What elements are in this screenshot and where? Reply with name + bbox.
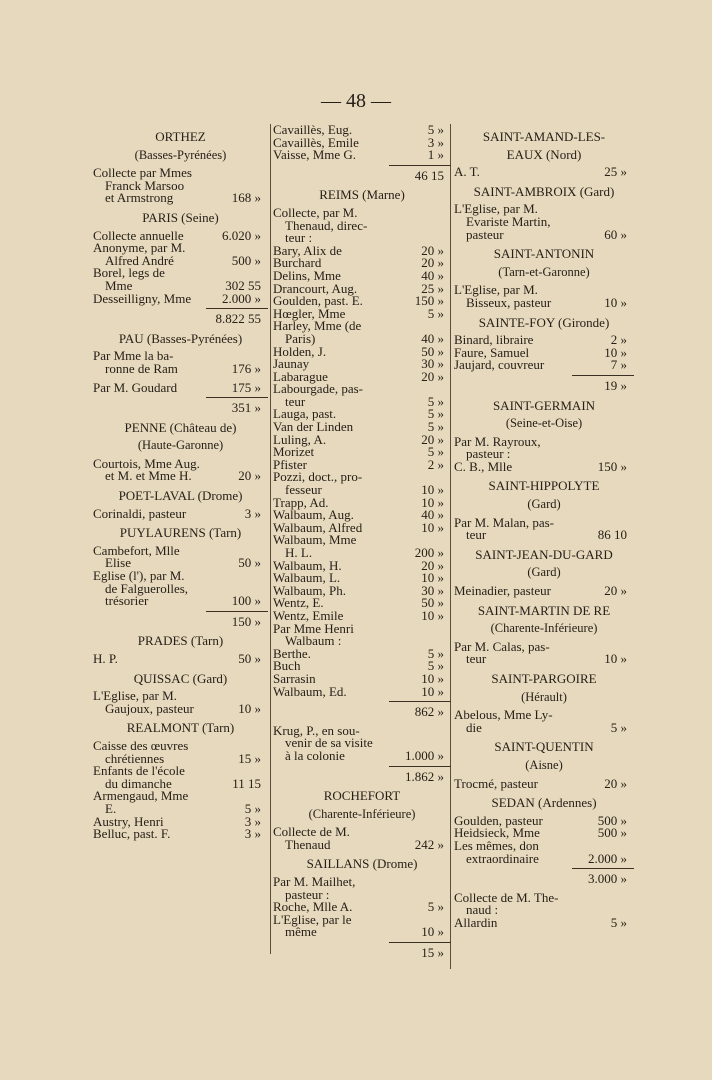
entry-amount: 5 » [610,719,627,735]
entry-label: et Armstrong [105,190,174,206]
subtotal-row [454,873,634,886]
entry-label: Holden, J. [273,343,327,359]
entry-label: Pfister [273,456,307,472]
section-heading: PAU (Basses-Pyrénées) [118,330,243,346]
entry-row [454,294,634,310]
sum-rule [572,868,634,869]
section-heading: ROCHEFORT [323,788,401,804]
section-heading: SAINT-AMAND-LES- [482,129,606,144]
entry-label: Alfred André [105,252,174,268]
entry-amount [398,876,451,889]
entry-label: Paris) [285,330,316,346]
column-2 [273,124,451,966]
entry-row [454,529,634,542]
entry-amount: 2 » [610,332,627,348]
entry-label: Borel, legs de [93,265,165,281]
entry-label: Delins, Mme [273,267,341,283]
subtotal-amount: 351 » [231,400,261,416]
entry-label: venir de sa visite [285,735,373,751]
entry-amount: 5 » [427,645,444,661]
entry-row [93,379,268,395]
entry-label: Par M. Calas, pas- [454,638,550,654]
subtotal-row [93,313,268,326]
entry-label: Walbaum : [285,633,342,649]
subtotal-spacer [454,380,581,393]
section-heading: SAINT-ANTONIN [493,246,595,262]
entry-amount: 500 » [597,812,627,828]
entry-amount: 20 » [421,255,444,271]
entry-label: du dimanche [105,775,172,791]
entry-amount: 175 » [231,379,261,395]
entry-amount: 5 » [427,406,444,422]
entry-label: Enfants de l'école [93,763,185,779]
entry-amount: 20 » [421,242,444,258]
entry-amount: 50 » [421,343,444,359]
entry-label: Wentz, E. [273,595,324,611]
entry-label: Franck Marsoo [105,177,185,193]
entry-row [273,683,451,699]
entry-label: Buch [273,658,301,674]
entry-row [273,836,451,852]
entry-label: fesseur [285,482,322,498]
entry-amount: 11 15 [232,775,261,791]
entry-label: Burchard [273,255,322,271]
entry-row [454,226,634,242]
entry-row [454,653,634,666]
entry-amount: 25 » [421,280,444,296]
section-heading: SAINT-PARGOIRE [491,671,597,686]
entry-label: Labourgade, pas- [273,381,364,397]
entry-amount: 2.000 » [588,850,627,866]
subtotal-row [273,768,451,784]
entry-label: Bary, Alix de [273,242,342,258]
entry-amount: 20 » [604,583,627,599]
entry-amount: 6.020 » [222,227,261,243]
subtotal-amount: 8.822 55 [215,311,261,327]
entry-amount: 200 » [414,545,444,560]
entry-label: C. B., Mlle [454,458,513,474]
entry-amount: 3 » [244,826,261,842]
entry-amount: 30 » [421,582,444,598]
sum-rule [206,308,268,309]
section-heading: SAINT-GERMAIN [492,397,596,413]
entry-amount: 5 » [427,419,444,435]
entry-amount: 2.000 » [222,290,261,306]
entry-amount: 500 » [231,252,261,268]
entry-amount: 40 » [421,267,444,283]
section-subheading: (Haute-Garonne) [137,438,224,453]
entry-label: chrétiennes [105,750,165,766]
section-subheading: (Charente-Inférieure) [308,806,416,821]
subtotal-amount: 862 » [414,704,444,720]
subtotal-amount: 150 » [231,613,261,629]
entry-label: Goulden, past. E. [273,293,363,309]
entry-label: Abelous, Mme Ly- [454,707,553,723]
entry-label: L'Eglise, par M. [454,201,538,217]
entry-label: A. T. [454,164,480,180]
entry-row [454,359,634,372]
section-subheading: (Hérault) [521,689,567,704]
subtotal-row [93,613,268,629]
entry-amount: 20 » [421,557,444,573]
entry-row [273,747,451,763]
entry-row [454,850,634,866]
entry-row [454,914,634,930]
entry-row [454,166,634,179]
sum-rule [206,611,268,612]
entry-row [93,653,268,666]
section-heading: SEDAN (Ardennes) [491,795,597,811]
entry-row [273,926,451,939]
entry-amount: 5 » [244,800,261,816]
entry-amount [398,207,451,220]
entry-label: Faure, Samuel [454,344,530,360]
entry-amount [398,220,451,233]
section-heading: SAINT-JEAN-DU-GARD [475,546,613,562]
column-1 [93,124,268,841]
entry-amount: 20 » [604,775,627,791]
entry-label: à la colonie [285,747,345,763]
entry-label: Anonyme, par M. [93,240,186,256]
entry-label: Binard, libraire [454,332,534,348]
entry-amount [398,725,451,738]
entry-label: naud : [466,902,499,918]
subtotal-row [273,706,451,719]
entry-amount: 10 » [421,482,444,498]
entry-amount: 20 » [421,431,444,447]
entry-amount: 10 » [421,683,444,699]
entry-label: Evariste Martin, [466,213,551,229]
entry-label: Walbaum, H. [273,557,342,573]
entry-row [93,192,268,205]
entry-row [273,149,451,162]
entry-label: H. P. [93,651,118,666]
entry-amount: 60 » [604,226,627,242]
entry-label: Armengaud, Mme [93,788,189,804]
entry-label: Walbaum, Alfred [273,519,363,535]
entry-label: teur [466,651,487,667]
entry-amount: 20 » [421,368,444,384]
entry-amount: 10 » [421,494,444,510]
entry-label: extraordinaire [466,850,539,866]
entry-amount: 3 » [244,505,261,521]
entry-row [93,700,268,716]
entry-label: H. L. [285,545,313,560]
entry-label: Hœgler, Mme [273,305,346,321]
entry-label: pasteur : [285,886,330,902]
entry-label: pasteur [466,226,504,242]
entry-amount: 5 » [427,899,444,915]
entry-label: ronne de Ram [105,360,178,376]
section-subheading: (Tarn-et-Garonne) [498,264,590,279]
entry-label: Corinaldi, pasteur [93,505,187,521]
page-number: — 48 — [321,90,391,112]
entry-label: teur [466,527,487,543]
entry-label: Caisse des œuvres [93,737,189,753]
entry-label: Collecte, par M. [273,204,358,220]
section-heading: REALMONT (Tarn) [126,720,235,736]
entry-label: Cavaillès, Eug. [273,122,353,137]
sum-rule [389,701,451,702]
section-heading: EAUX (Nord) [506,146,582,162]
entry-row [93,828,268,841]
entry-amount: 5 » [427,444,444,460]
entry-amount: 10 » [604,651,627,667]
entry-amount: 500 » [597,825,627,841]
entry-label: Wentz, Emile [273,607,344,623]
entry-row [93,790,268,803]
sum-rule [572,375,634,376]
entry-label: Van der Linden [273,419,354,435]
entry-label: Walbaum, Mme [273,532,357,548]
section-heading: PRADES (Tarn) [137,633,224,649]
entry-row [454,719,634,735]
entry-label: Jaujard, couvreur [454,357,545,373]
entry-label: Gaujoux, pasteur [105,700,194,716]
entry-label: Lauga, past. [273,406,337,422]
entry-row [93,290,268,306]
entry-amount: 40 » [421,507,444,523]
entry-amount: 1 » [427,147,444,163]
entry-label: Morizet [273,444,315,460]
entry-label: Berthe. [273,645,311,661]
subtotal-amount: 19 » [604,377,627,393]
entry-amount: 5 » [610,914,627,930]
entry-label: Belluc, past. F. [93,826,171,842]
entry-amount: 2 » [427,456,444,472]
subtotal-amount: 3.000 » [588,871,627,887]
entry-label: de Falguerolles, [105,580,189,596]
entry-amount [215,570,268,583]
entry-amount [215,167,268,180]
subtotal-spacer [93,402,215,415]
entry-label: pasteur : [466,446,511,462]
entry-label: Sarrasin [273,670,316,686]
subtotal-row [93,402,268,415]
section-heading: SAILLANS (Drome) [306,856,418,872]
entry-label: L'Eglise, par M. [454,282,538,298]
entry-label: Bisseux, pasteur [466,294,552,310]
entry-amount: 150 » [414,293,444,309]
entry-label: Collecte de M. The- [454,889,559,905]
entry-row [93,470,268,483]
entry-label: Desseilligny, Mme [93,290,192,306]
entry-label: Walbaum, Aug. [273,507,354,523]
entry-label: Austry, Henri [93,813,164,829]
entry-amount: 1.000 » [405,747,444,763]
entry-label: Par Mme la ba- [93,348,174,364]
section-heading: SAINT-HIPPOLYTE [488,478,600,494]
subtotal-row [454,377,634,393]
section-subheading: (Basses-Pyrénées) [134,147,227,162]
entry-label: Par M. Mailhet, [273,874,356,890]
entry-label: Jaunay [273,356,310,372]
entry-label: die [466,719,482,735]
entry-label: Collecte par Mmes [93,165,192,181]
entry-amount: 25 » [604,164,627,180]
entry-amount: 50 » [421,595,444,611]
entry-amount: 50 » [238,555,261,571]
entry-label: Vaisse, Mme G. [273,147,357,163]
entry-row [454,458,634,474]
entry-label: Elise [105,555,131,571]
entry-amount [581,203,634,216]
entry-amount: 10 » [421,924,444,940]
section-heading: SAINTE-FOY (Gironde) [478,314,610,330]
entry-amount: 20 » [238,468,261,484]
column-3 [454,124,634,930]
entry-label: Mme [105,277,133,293]
entry-amount: 3 » [244,813,261,829]
entry-amount: 5 » [427,122,444,137]
section-subheading: (Aisne) [525,757,563,772]
subtotal-spacer [273,771,398,784]
entry-amount: 5 » [427,658,444,674]
section-heading: SAINT-QUENTIN [494,739,594,755]
entry-amount: 302 55 [225,277,261,293]
entry-label: Heidsieck, Mme [454,825,540,841]
entry-label: E. [105,800,117,816]
subtotal-amount: 1.862 » [405,768,444,784]
entry-amount: 15 » [238,750,261,766]
sum-rule [389,165,451,166]
entry-label: Harley, Mme (de [273,318,362,334]
entry-label: trésorier [105,593,149,609]
entry-amount [581,436,634,449]
entry-label: Cavaillès, Emile [273,134,359,150]
section-heading: REIMS (Marne) [319,187,405,203]
section-subheading: (Charente-Inférieure) [490,621,598,636]
subtotal-spacer [454,873,581,886]
entry-amount: 5 » [427,393,444,409]
entry-amount: 86 10 [597,527,627,543]
entry-label: Walbaum, Ph. [273,582,346,598]
entry-label: Allardin [454,914,498,930]
entry-label: Roche, Mlle A. [273,899,353,915]
entry-label: Luling, A. [273,431,327,447]
entry-row [93,595,268,608]
entry-amount: 10 » [421,570,444,586]
subtotal-spacer [93,616,215,629]
entry-label: Krug, P., en sou- [273,722,360,738]
entry-label: Thenaud, direc- [285,217,368,233]
entry-amount: 10 » [604,294,627,310]
entry-label: Cambefort, Mlle [93,542,180,558]
entry-label: même [285,924,317,940]
entry-label: Collecte de M. [273,824,350,840]
section-heading: SAINT-AMBROIX (Gard) [473,183,615,199]
section-heading: QUISSAC (Gard) [133,670,228,686]
column-divider [270,124,271,954]
entry-amount: 7 » [610,357,627,373]
entry-amount: 10 » [238,700,261,716]
entry-label: Trapp, Ad. [273,494,329,510]
entry-row [454,585,634,598]
entry-amount: 30 » [421,356,444,372]
section-subheading: (Seine-et-Oise) [505,416,583,431]
subtotal-amount: 46 15 [414,167,444,183]
entry-label: Collecte annuelle [93,227,184,243]
entry-label: L'Eglise, par le [273,911,352,927]
subtotal-row [273,947,451,960]
entry-label: Par M. Goudard [93,379,178,395]
entry-label: Walbaum, L. [273,570,341,586]
section-subheading: (Gard) [527,565,561,580]
sum-rule [389,942,451,943]
subtotal-spacer [273,706,398,719]
entry-amount: 50 » [238,651,261,666]
entry-label: Goulden, pasteur [454,812,543,828]
entry-row [454,775,634,791]
entry-amount: 168 » [231,190,261,206]
subtotal-row [273,167,451,183]
section-heading: POET-LAVAL (Drome) [118,488,243,504]
section-subheading: (Gard) [527,497,561,512]
subtotal-spacer [273,947,398,960]
entry-amount: 150 » [597,458,627,474]
entry-label: L'Eglise, par M. [93,688,177,704]
entry-label: Labarague [273,368,328,384]
entry-amount [581,892,634,905]
entry-label: Pozzi, doct., pro- [273,469,363,485]
entry-amount: 100 » [231,593,261,609]
entry-label: Par Mme Henri [273,620,354,636]
entry-amount: 10 » [604,344,627,360]
section-heading: PENNE (Château de) [124,419,237,435]
subtotal-spacer [93,313,215,326]
entry-label: Courtois, Mme Aug. [93,455,200,471]
entry-amount: 3 » [427,134,444,150]
entry-label: teur [285,393,306,409]
sum-rule [206,397,268,398]
section-heading: ORTHEZ [155,129,206,144]
entry-label: Eglise (l'), par M. [93,568,185,584]
entry-label: Trocmé, pasteur [454,775,539,791]
entry-amount: 40 » [421,330,444,346]
entry-label: Drancourt, Aug. [273,280,358,296]
subtotal-spacer [273,170,398,183]
entry-label: Par M. Malan, pas- [454,514,555,530]
entry-amount: 10 » [421,670,444,686]
entry-label: et M. et Mme H. [105,468,192,484]
entry-label: teur : [285,230,313,246]
entry-label: Thenaud [285,836,331,852]
entry-amount: 242 » [414,836,444,852]
entry-label: Par M. Rayroux, [454,433,541,449]
section-heading: SAINT-MARTIN DE RE [477,602,611,618]
entry-label: Walbaum, Ed. [273,683,347,699]
entry-label: Les mêmes, don [454,837,539,853]
entry-row [93,360,268,376]
entry-amount: 176 » [231,360,261,376]
entry-amount: 5 » [427,305,444,321]
entry-amount [398,623,451,636]
entry-amount: 10 » [421,607,444,623]
section-heading: PARIS (Seine) [142,209,219,225]
sum-rule [389,766,451,767]
subtotal-amount: 15 » [421,945,444,961]
entry-row [93,505,268,521]
entry-label: Meinadier, pasteur [454,583,551,599]
entry-amount: 10 » [421,519,444,535]
section-heading: PUYLAURENS (Tarn) [119,525,242,541]
